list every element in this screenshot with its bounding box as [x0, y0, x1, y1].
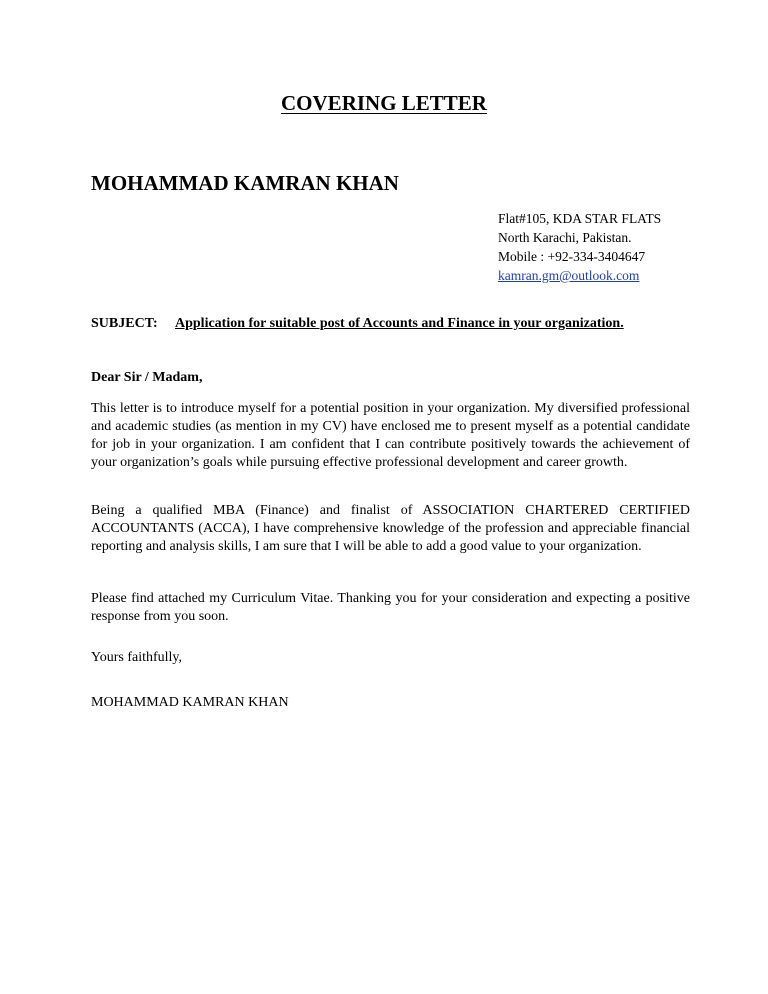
letter-title	[0, 90, 768, 116]
subject-label: SUBJECT:	[91, 316, 158, 331]
address-line-1: Flat#105, KDA STAR FLATS	[498, 211, 662, 226]
subject-line	[91, 314, 624, 334]
email-link[interactable]: kamran.gm@outlook.com	[498, 268, 640, 283]
mobile-number: Mobile : +92-334-3404647	[498, 249, 646, 264]
body-paragraph-2: Being a qualified MBA (Finance) and finalist of ASSOCIATION CHARTERED CERTIFIED ACCOUNTANTS (ACCA), I have comprehensive knowledge of the profession and appreciable financial reporting and analysis skills, I am sure that I will be able to add a good value to your organization.	[91, 503, 690, 554]
address-line-2: North Karachi, Pakistan.	[498, 230, 632, 245]
salutation: Dear Sir / Madam,	[91, 370, 203, 385]
sender-address-block	[498, 209, 661, 285]
signature-name: MOHAMMAD KAMRAN KHAN	[91, 695, 289, 710]
letter-title-text: COVERING LETTER	[281, 91, 487, 115]
closing-line: Yours faithfully,	[91, 650, 183, 665]
sender-name: MOHAMMAD KAMRAN KHAN	[91, 171, 399, 195]
subject-text: Application for suitable post of Accounts and Finance in your organization.	[175, 316, 624, 331]
body-paragraph-3: Please find attached my Curriculum Vitae. Thanking you for your consideration and expecting a positive response from you soon.	[91, 591, 690, 624]
body-paragraph-1: This letter is to introduce myself for a potential position in your organization. My diversified professional and academic studies (as mention in my CV) have enclosed me to present myself as a potential candidate for job in your organization. I am confident that I can contribute positively towards the achievement of your organization’s goals while pursuing effective professional development and career growth.	[91, 401, 690, 470]
